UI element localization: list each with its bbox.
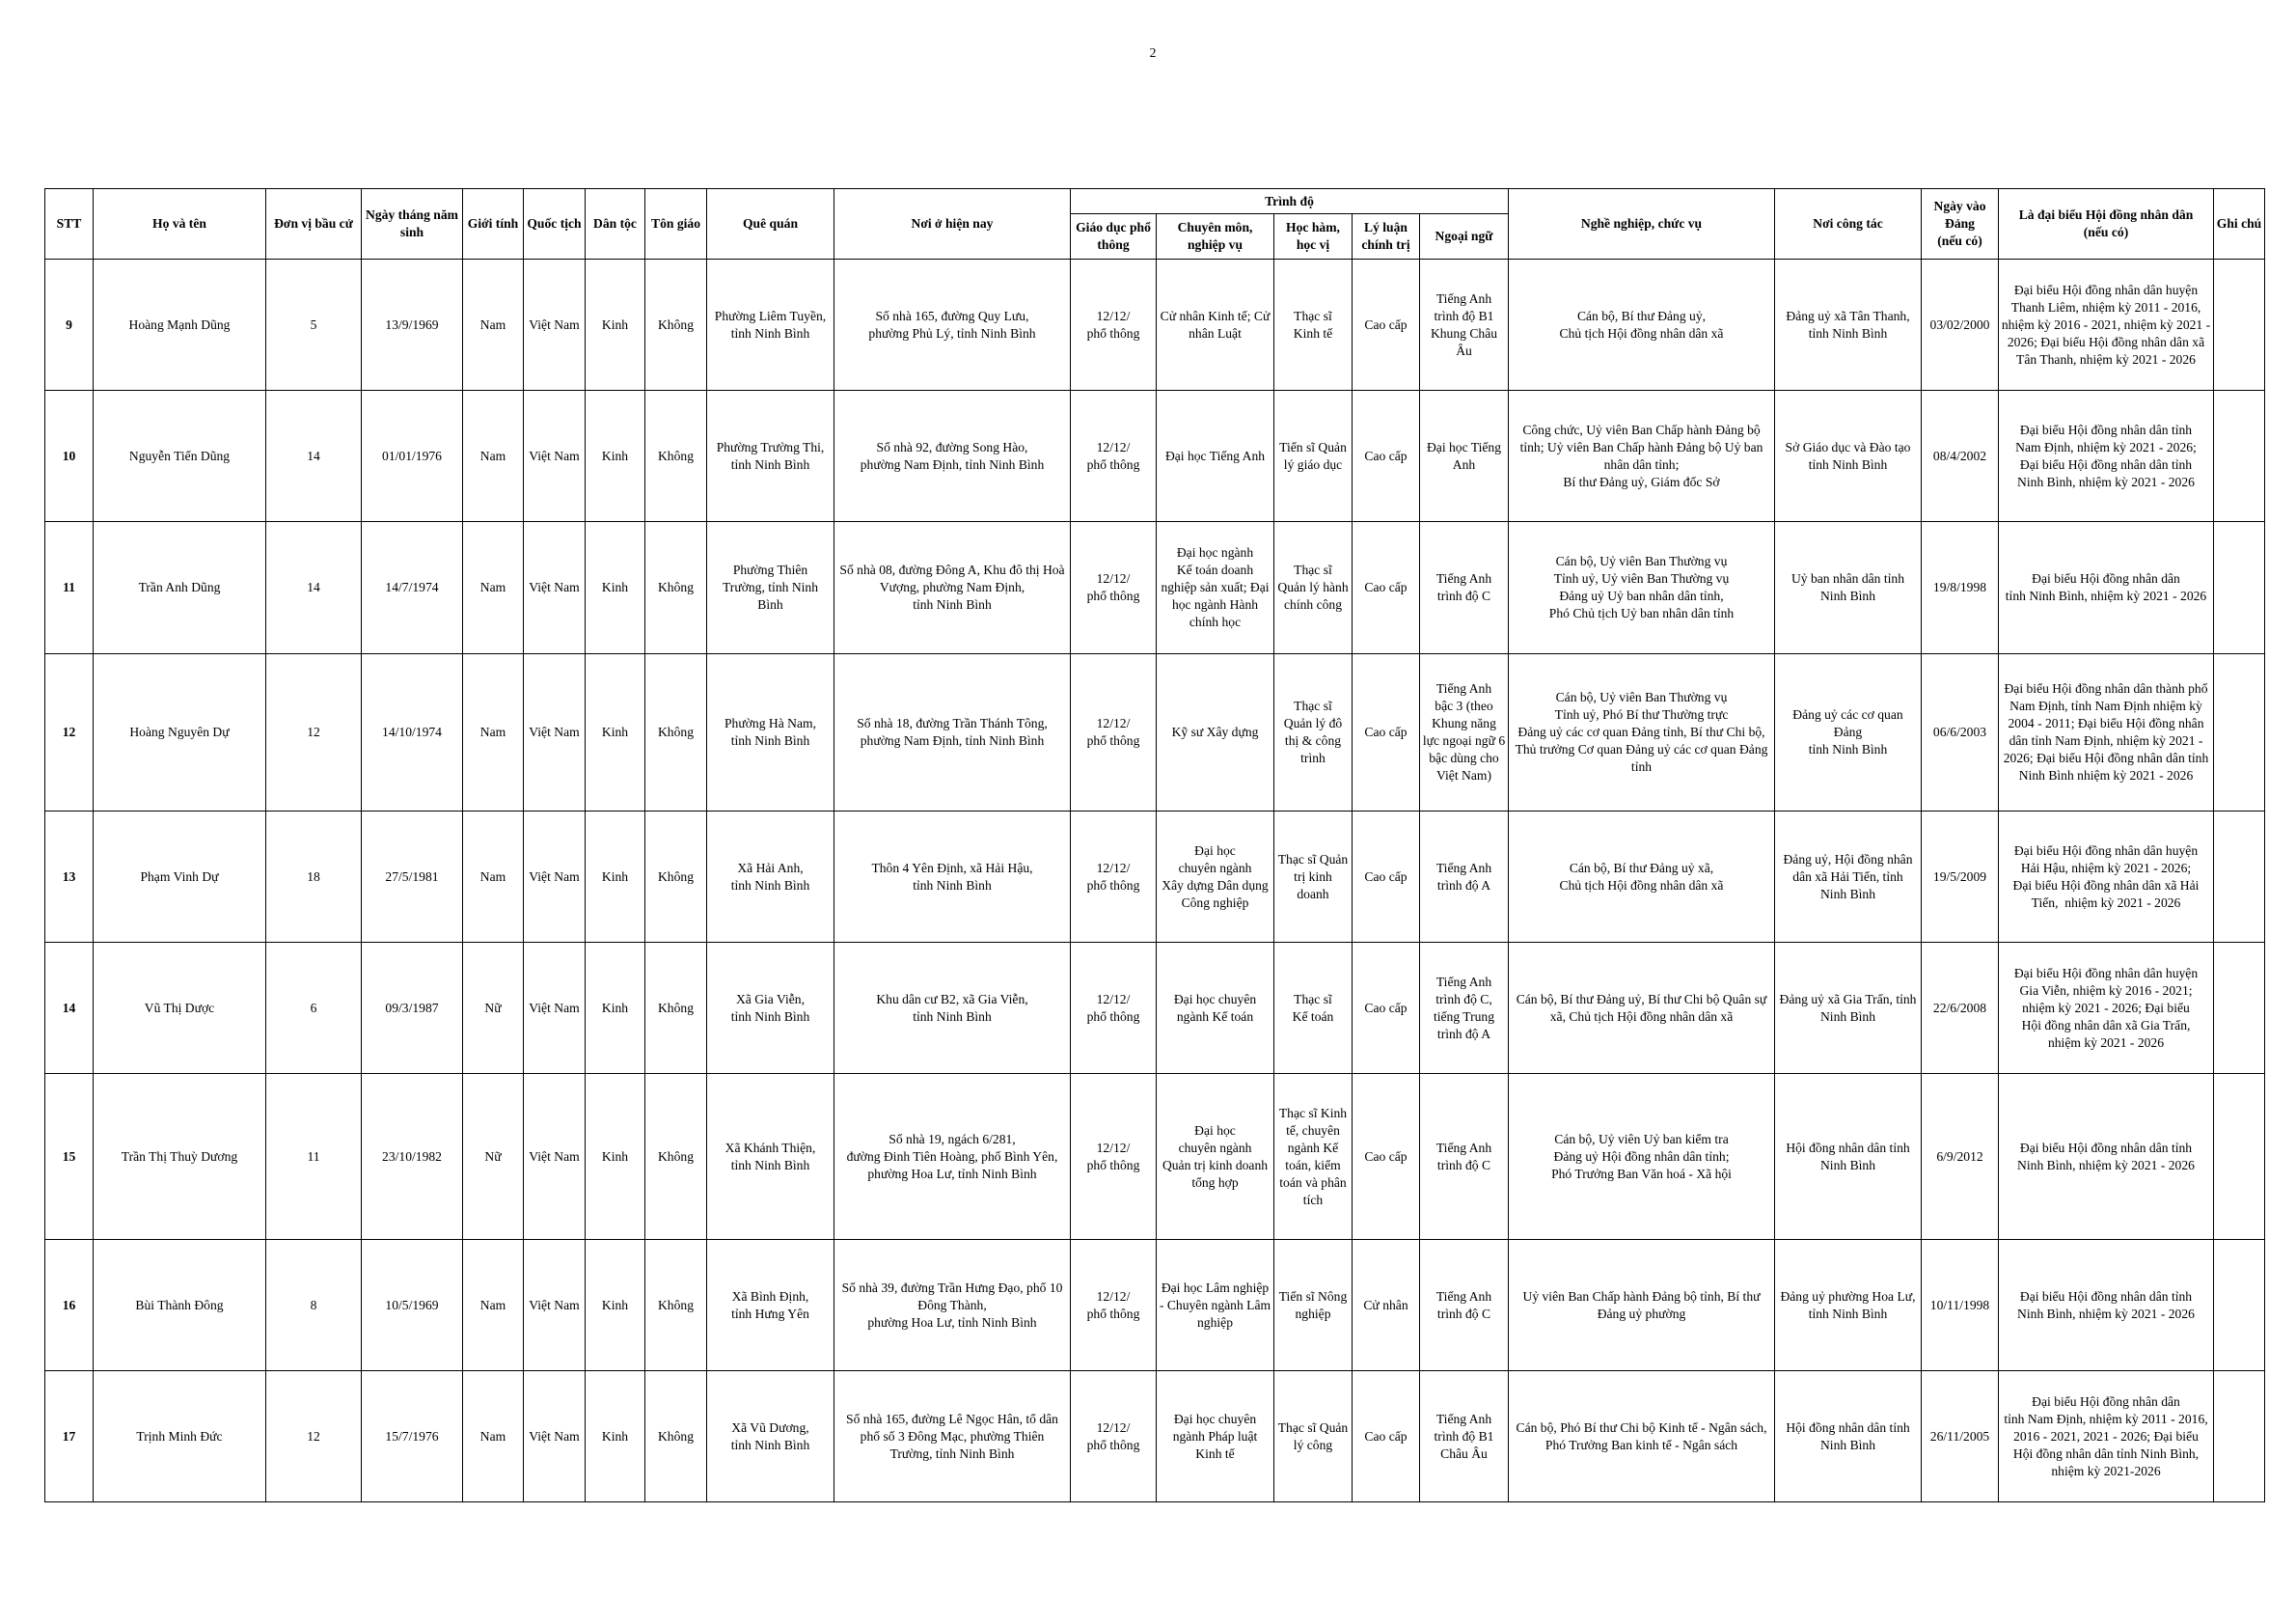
cell-quoc-tich: Việt Nam	[524, 1074, 586, 1240]
cell-hoc-ham: Thạc sĩ Kế toán	[1274, 943, 1353, 1074]
cell-noi-o: Số nhà 165, đường Lê Ngọc Hân, tổ dân phố số 3 Đông Mạc, phường Thiên Trường, tỉnh Ninh Bình	[834, 1371, 1071, 1502]
cell-gioi-tinh: Nam	[463, 654, 524, 812]
header-noi-cong-tac: Nơi công tác	[1775, 189, 1922, 260]
cell-dan-toc: Kinh	[586, 812, 645, 943]
cell-que-quan: Xã Gia Viễn, tỉnh Ninh Bình	[707, 943, 834, 1074]
cell-don-vi-bau-cu: 12	[266, 654, 362, 812]
cell-dai-bieu: Đại biểu Hội đồng nhân dân tỉnh Ninh Bình, nhiệm kỳ 2021 - 2026	[1999, 522, 2214, 654]
cell-ngoai-ngu: Tiếng Anh bậc 3 (theo Khung năng lực ngoại ngữ 6 bậc dùng cho Việt Nam)	[1420, 654, 1509, 812]
cell-ly-luan: Cử nhân	[1353, 1240, 1420, 1371]
cell-ngay-sinh: 14/7/1974	[362, 522, 463, 654]
cell-dai-bieu: Đại biểu Hội đồng nhân dân tỉnh Nam Định, nhiệm kỳ 2011 - 2016, 2016 - 2021, 2021 - 2026; Đại biểu Hội đồng nhân dân tỉnh Ninh Bình, nhiệm kỳ 2021-2026	[1999, 1371, 2214, 1502]
cell-ho-ten: Hoàng Mạnh Dũng	[94, 260, 266, 391]
cell-ho-ten: Vũ Thị Dược	[94, 943, 266, 1074]
cell-dai-bieu: Đại biểu Hội đồng nhân dân huyện Gia Viễn, nhiệm kỳ 2016 - 2021; nhiệm kỳ 2021 - 2026; Đại biểu Hội đồng nhân dân xã Gia Trấn, nhiệm kỳ 2021 - 2026	[1999, 943, 2214, 1074]
cell-gioi-tinh: Nam	[463, 1371, 524, 1502]
cell-ngay-sinh: 14/10/1974	[362, 654, 463, 812]
cell-giao-duc: 12/12/ phổ thông	[1071, 260, 1157, 391]
cell-chuyen-mon: Đại học chuyên ngành Kế toán	[1157, 943, 1274, 1074]
cell-ly-luan: Cao cấp	[1353, 812, 1420, 943]
cell-ho-ten: Trần Thị Thuỳ Dương	[94, 1074, 266, 1240]
cell-dan-toc: Kinh	[586, 1240, 645, 1371]
cell-hoc-ham: Thạc sĩ Quản lý công	[1274, 1371, 1353, 1502]
cell-giao-duc: 12/12/ phổ thông	[1071, 943, 1157, 1074]
cell-gioi-tinh: Nam	[463, 1240, 524, 1371]
cell-ngoai-ngu: Tiếng Anh trình độ C, tiếng Trung trình độ A	[1420, 943, 1509, 1074]
cell-quoc-tich: Việt Nam	[524, 260, 586, 391]
cell-hoc-ham: Thạc sĩ Quản lý đô thị & công trình	[1274, 654, 1353, 812]
cell-stt: 17	[45, 1371, 94, 1502]
cell-ton-giao: Không	[645, 1240, 707, 1371]
cell-dai-bieu: Đại biểu Hội đồng nhân dân tỉnh Ninh Bình, nhiệm kỳ 2021 - 2026	[1999, 1240, 2214, 1371]
cell-que-quan: Phường Thiên Trường, tỉnh Ninh Bình	[707, 522, 834, 654]
cell-ghi-chu	[2214, 1074, 2265, 1240]
cell-ngoai-ngu: Tiếng Anh trình độ B1 Châu Âu	[1420, 1371, 1509, 1502]
cell-don-vi-bau-cu: 6	[266, 943, 362, 1074]
cell-ho-ten: Bùi Thành Đông	[94, 1240, 266, 1371]
cell-ngay-vao-dang: 06/6/2003	[1922, 654, 1999, 812]
cell-giao-duc: 12/12/ phổ thông	[1071, 654, 1157, 812]
cell-dai-bieu: Đại biểu Hội đồng nhân dân huyện Thanh Liêm, nhiệm kỳ 2011 - 2016, nhiệm kỳ 2016 - 2021, nhiệm kỳ 2021 - 2026; Đại biểu Hội đồng nhân dân xã Tân Thanh, nhiệm kỳ 2021 - 2026	[1999, 260, 2214, 391]
cell-dan-toc: Kinh	[586, 654, 645, 812]
cell-chuyen-mon: Đại học Tiếng Anh	[1157, 391, 1274, 522]
cell-stt: 16	[45, 1240, 94, 1371]
header-ngoai-ngu: Ngoại ngữ	[1420, 214, 1509, 260]
cell-giao-duc: 12/12/ phổ thông	[1071, 391, 1157, 522]
cell-nghe-nghiep: Cán bộ, Bí thư Đảng uỷ, Bí thư Chi bộ Quân sự xã, Chủ tịch Hội đồng nhân dân xã	[1509, 943, 1775, 1074]
cell-que-quan: Xã Hải Anh, tỉnh Ninh Bình	[707, 812, 834, 943]
cell-chuyen-mon: Đại học ngành Kế toán doanh nghiệp sản xuất; Đại học ngành Hành chính học	[1157, 522, 1274, 654]
cell-don-vi-bau-cu: 11	[266, 1074, 362, 1240]
cell-stt: 11	[45, 522, 94, 654]
cell-ngay-vao-dang: 08/4/2002	[1922, 391, 1999, 522]
cell-noi-cong-tac: Uỷ ban nhân dân tỉnh Ninh Bình	[1775, 522, 1922, 654]
table-row	[45, 260, 2265, 391]
cell-hoc-ham: Thạc sĩ Kinh tế	[1274, 260, 1353, 391]
cell-hoc-ham: Thạc sĩ Kinh tế, chuyên ngành Kế toán, kiểm toán và phân tích	[1274, 1074, 1353, 1240]
cell-ngay-vao-dang: 6/9/2012	[1922, 1074, 1999, 1240]
cell-hoc-ham: Tiến sĩ Quản lý giáo dục	[1274, 391, 1353, 522]
cell-nghe-nghiep: Cán bộ, Uỷ viên Uỷ ban kiểm tra Đảng uỷ Hội đồng nhân dân tỉnh; Phó Trưởng Ban Văn hoá - Xã hội	[1509, 1074, 1775, 1240]
cell-ly-luan: Cao cấp	[1353, 1371, 1420, 1502]
cell-noi-cong-tac: Hội đồng nhân dân tỉnh Ninh Bình	[1775, 1074, 1922, 1240]
cell-dan-toc: Kinh	[586, 391, 645, 522]
cell-gioi-tinh: Nam	[463, 522, 524, 654]
cell-dai-bieu: Đại biểu Hội đồng nhân dân thành phố Nam Định, tỉnh Nam Định nhiệm kỳ 2004 - 2011; Đại biểu Hội đồng nhân dân tỉnh Nam Định, nhiệm kỳ 2021 - 2026; Đại biểu Hội đồng nhân dân tỉnh Ninh Bình nhiệm kỳ 2021 - 2026	[1999, 654, 2214, 812]
cell-chuyen-mon: Cử nhân Kinh tế; Cử nhân Luật	[1157, 260, 1274, 391]
table-row	[45, 1371, 2265, 1502]
cell-ghi-chu	[2214, 1371, 2265, 1502]
cell-ton-giao: Không	[645, 1371, 707, 1502]
cell-ngay-sinh: 01/01/1976	[362, 391, 463, 522]
cell-ghi-chu	[2214, 812, 2265, 943]
table-body	[45, 260, 2265, 1502]
cell-ghi-chu	[2214, 1240, 2265, 1371]
cell-dai-bieu: Đại biểu Hội đồng nhân dân huyện Hải Hậu, nhiệm kỳ 2021 - 2026; Đại biểu Hội đồng nhân dân xã Hải Tiến, nhiệm kỳ 2021 - 2026	[1999, 812, 2214, 943]
cell-chuyen-mon: Đại học chuyên ngành Quản trị kinh doanh tổng hợp	[1157, 1074, 1274, 1240]
cell-dan-toc: Kinh	[586, 260, 645, 391]
cell-ngay-vao-dang: 03/02/2000	[1922, 260, 1999, 391]
cell-ngay-sinh: 23/10/1982	[362, 1074, 463, 1240]
header-ngay-sinh: Ngày tháng năm sinh	[362, 189, 463, 260]
cell-noi-o: Khu dân cư B2, xã Gia Viễn, tỉnh Ninh Bình	[834, 943, 1071, 1074]
cell-noi-cong-tac: Đảng uỷ phường Hoa Lư, tỉnh Ninh Bình	[1775, 1240, 1922, 1371]
cell-hoc-ham: Thạc sĩ Quản trị kinh doanh	[1274, 812, 1353, 943]
header-nghe-nghiep: Nghề nghiệp, chức vụ	[1509, 189, 1775, 260]
cell-dan-toc: Kinh	[586, 522, 645, 654]
cell-nghe-nghiep: Công chức, Uỷ viên Ban Chấp hành Đảng bộ tỉnh; Uỷ viên Ban Chấp hành Đảng bộ Uỷ ban nhân dân tỉnh; Bí thư Đảng uỷ, Giám đốc Sở	[1509, 391, 1775, 522]
cell-stt: 15	[45, 1074, 94, 1240]
header-dan-toc: Dân tộc	[586, 189, 645, 260]
table-row	[45, 391, 2265, 522]
table-row	[45, 1074, 2265, 1240]
cell-chuyen-mon: Kỹ sư Xây dựng	[1157, 654, 1274, 812]
cell-que-quan: Phường Trường Thi, tỉnh Ninh Bình	[707, 391, 834, 522]
cell-nghe-nghiep: Cán bộ, Uỷ viên Ban Thường vụ Tỉnh uỷ, Uỷ viên Ban Thường vụ Đảng uỷ Uỷ ban nhân dân tỉnh, Phó Chủ tịch Uỷ ban nhân dân tỉnh	[1509, 522, 1775, 654]
cell-noi-o: Số nhà 165, đường Quy Lưu, phường Phủ Lý, tỉnh Ninh Bình	[834, 260, 1071, 391]
cell-ton-giao: Không	[645, 654, 707, 812]
cell-ngoai-ngu: Đại học Tiếng Anh	[1420, 391, 1509, 522]
cell-stt: 9	[45, 260, 94, 391]
cell-ngay-sinh: 15/7/1976	[362, 1371, 463, 1502]
cell-noi-o: Thôn 4 Yên Định, xã Hải Hậu, tỉnh Ninh Bình	[834, 812, 1071, 943]
cell-ngay-vao-dang: 26/11/2005	[1922, 1371, 1999, 1502]
cell-dan-toc: Kinh	[586, 1371, 645, 1502]
cell-ngoai-ngu: Tiếng Anh trình độ A	[1420, 812, 1509, 943]
cell-noi-cong-tac: Đảng uỷ, Hội đồng nhân dân xã Hải Tiến, tỉnh Ninh Bình	[1775, 812, 1922, 943]
cell-que-quan: Phường Liêm Tuyền, tỉnh Ninh Bình	[707, 260, 834, 391]
cell-nghe-nghiep: Cán bộ, Uỷ viên Ban Thường vụ Tỉnh uỷ, Phó Bí thư Thường trực Đảng uỷ các cơ quan Đảng tỉnh, Bí thư Chi bộ, Thủ trưởng Cơ quan Đảng uỷ các cơ quan Đảng tỉnh	[1509, 654, 1775, 812]
header-quoc-tich: Quốc tịch	[524, 189, 586, 260]
cell-chuyen-mon: Đại học chuyên ngành Pháp luật Kinh tế	[1157, 1371, 1274, 1502]
cell-noi-o: Số nhà 18, đường Trần Thánh Tông, phường Nam Định, tỉnh Ninh Bình	[834, 654, 1071, 812]
cell-noi-o: Số nhà 39, đường Trần Hưng Đạo, phố 10 Đông Thành, phường Hoa Lư, tỉnh Ninh Bình	[834, 1240, 1071, 1371]
cell-noi-cong-tac: Đảng uỷ xã Tân Thanh, tỉnh Ninh Bình	[1775, 260, 1922, 391]
header-noi-o: Nơi ở hiện nay	[834, 189, 1071, 260]
cell-stt: 10	[45, 391, 94, 522]
header-que-quan: Quê quán	[707, 189, 834, 260]
page-number: 2	[1149, 45, 1157, 60]
header-ngay-vao-dang: Ngày vào Đảng (nếu có)	[1922, 189, 1999, 260]
cell-quoc-tich: Việt Nam	[524, 654, 586, 812]
cell-gioi-tinh: Nam	[463, 260, 524, 391]
table-row	[45, 812, 2265, 943]
header-stt: STT	[45, 189, 94, 260]
cell-ton-giao: Không	[645, 522, 707, 654]
cell-ly-luan: Cao cấp	[1353, 943, 1420, 1074]
cell-noi-cong-tac: Hội đồng nhân dân tỉnh Ninh Bình	[1775, 1371, 1922, 1502]
cell-ngay-sinh: 13/9/1969	[362, 260, 463, 391]
cell-ghi-chu	[2214, 943, 2265, 1074]
cell-quoc-tich: Việt Nam	[524, 1240, 586, 1371]
cell-don-vi-bau-cu: 18	[266, 812, 362, 943]
cell-don-vi-bau-cu: 14	[266, 522, 362, 654]
header-ly-luan: Lý luận chính trị	[1353, 214, 1420, 260]
table-row	[45, 522, 2265, 654]
cell-gioi-tinh: Nam	[463, 812, 524, 943]
header-ton-giao: Tôn giáo	[645, 189, 707, 260]
cell-ghi-chu	[2214, 654, 2265, 812]
cell-stt: 12	[45, 654, 94, 812]
cell-ly-luan: Cao cấp	[1353, 654, 1420, 812]
cell-que-quan: Xã Vũ Dương, tỉnh Ninh Bình	[707, 1371, 834, 1502]
cell-giao-duc: 12/12/ phổ thông	[1071, 1074, 1157, 1240]
cell-noi-o: Số nhà 08, đường Đông A, Khu đô thị Hoà Vượng, phường Nam Định, tỉnh Ninh Bình	[834, 522, 1071, 654]
cell-quoc-tich: Việt Nam	[524, 812, 586, 943]
cell-don-vi-bau-cu: 8	[266, 1240, 362, 1371]
cell-ly-luan: Cao cấp	[1353, 260, 1420, 391]
cell-ngoai-ngu: Tiếng Anh trình độ C	[1420, 1074, 1509, 1240]
cell-noi-cong-tac: Sở Giáo dục và Đào tạo tỉnh Ninh Bình	[1775, 391, 1922, 522]
cell-gioi-tinh: Nữ	[463, 943, 524, 1074]
header-trinh-do: Trình độ	[1071, 189, 1509, 214]
cell-nghe-nghiep: Cán bộ, Bí thư Đảng uỷ xã, Chủ tịch Hội đồng nhân dân xã	[1509, 812, 1775, 943]
cell-chuyen-mon: Đại học Lâm nghiệp - Chuyên ngành Lâm nghiệp	[1157, 1240, 1274, 1371]
cell-ngay-sinh: 09/3/1987	[362, 943, 463, 1074]
cell-dai-bieu: Đại biểu Hội đồng nhân dân tỉnh Nam Định, nhiệm kỳ 2021 - 2026; Đại biểu Hội đồng nhân dân tỉnh Ninh Bình, nhiệm kỳ 2021 - 2026	[1999, 391, 2214, 522]
cell-don-vi-bau-cu: 12	[266, 1371, 362, 1502]
cell-ho-ten: Nguyễn Tiến Dũng	[94, 391, 266, 522]
cell-hoc-ham: Tiến sĩ Nông nghiệp	[1274, 1240, 1353, 1371]
header-ho-ten: Họ và tên	[94, 189, 266, 260]
header-chuyen-mon: Chuyên môn, nghiệp vụ	[1157, 214, 1274, 260]
cell-dai-bieu: Đại biểu Hội đồng nhân dân tỉnh Ninh Bình, nhiệm kỳ 2021 - 2026	[1999, 1074, 2214, 1240]
cell-ngay-vao-dang: 19/8/1998	[1922, 522, 1999, 654]
cell-ton-giao: Không	[645, 391, 707, 522]
cell-noi-o: Số nhà 19, ngách 6/281, đường Đinh Tiên Hoàng, phố Bình Yên, phường Hoa Lư, tỉnh Ninh Bình	[834, 1074, 1071, 1240]
cell-que-quan: Xã Khánh Thiện, tỉnh Ninh Bình	[707, 1074, 834, 1240]
cell-ho-ten: Phạm Vinh Dự	[94, 812, 266, 943]
cell-ngay-vao-dang: 19/5/2009	[1922, 812, 1999, 943]
cell-noi-cong-tac: Đảng uỷ các cơ quan Đảng tỉnh Ninh Bình	[1775, 654, 1922, 812]
cell-ton-giao: Không	[645, 260, 707, 391]
cell-ngay-vao-dang: 22/6/2008	[1922, 943, 1999, 1074]
cell-giao-duc: 12/12/ phổ thông	[1071, 812, 1157, 943]
cell-ho-ten: Trịnh Minh Đức	[94, 1371, 266, 1502]
cell-chuyen-mon: Đại học chuyên ngành Xây dựng Dân dụng Công nghiệp	[1157, 812, 1274, 943]
cell-ghi-chu	[2214, 391, 2265, 522]
cell-dan-toc: Kinh	[586, 1074, 645, 1240]
cell-ton-giao: Không	[645, 812, 707, 943]
table-row	[45, 943, 2265, 1074]
cell-nghe-nghiep: Cán bộ, Bí thư Đảng uỷ, Chủ tịch Hội đồng nhân dân xã	[1509, 260, 1775, 391]
table-row	[45, 654, 2265, 812]
cell-don-vi-bau-cu: 5	[266, 260, 362, 391]
cell-ly-luan: Cao cấp	[1353, 522, 1420, 654]
candidate-table	[44, 188, 2265, 1502]
cell-ly-luan: Cao cấp	[1353, 391, 1420, 522]
cell-que-quan: Xã Bình Định, tỉnh Hưng Yên	[707, 1240, 834, 1371]
cell-ngoai-ngu: Tiếng Anh trình độ B1 Khung Châu Âu	[1420, 260, 1509, 391]
cell-ton-giao: Không	[645, 943, 707, 1074]
cell-quoc-tich: Việt Nam	[524, 943, 586, 1074]
cell-quoc-tich: Việt Nam	[524, 522, 586, 654]
cell-ngay-sinh: 10/5/1969	[362, 1240, 463, 1371]
cell-ghi-chu	[2214, 260, 2265, 391]
cell-ngay-vao-dang: 10/11/1998	[1922, 1240, 1999, 1371]
cell-ly-luan: Cao cấp	[1353, 1074, 1420, 1240]
header-hoc-ham: Học hàm, học vị	[1274, 214, 1353, 260]
cell-gioi-tinh: Nữ	[463, 1074, 524, 1240]
cell-ho-ten: Hoàng Nguyên Dự	[94, 654, 266, 812]
cell-giao-duc: 12/12/ phổ thông	[1071, 1371, 1157, 1502]
cell-que-quan: Phường Hà Nam, tỉnh Ninh Bình	[707, 654, 834, 812]
cell-nghe-nghiep: Uỷ viên Ban Chấp hành Đảng bộ tỉnh, Bí thư Đảng uỷ phường	[1509, 1240, 1775, 1371]
header-gioi-tinh: Giới tính	[463, 189, 524, 260]
cell-ngoai-ngu: Tiếng Anh trình độ C	[1420, 1240, 1509, 1371]
cell-dan-toc: Kinh	[586, 943, 645, 1074]
cell-quoc-tich: Việt Nam	[524, 1371, 586, 1502]
cell-noi-cong-tac: Đảng uỷ xã Gia Trấn, tỉnh Ninh Bình	[1775, 943, 1922, 1074]
cell-ho-ten: Trần Anh Dũng	[94, 522, 266, 654]
cell-gioi-tinh: Nam	[463, 391, 524, 522]
header-row	[45, 189, 2265, 214]
header-giao-duc: Giáo dục phổ thông	[1071, 214, 1157, 260]
cell-hoc-ham: Thạc sĩ Quản lý hành chính công	[1274, 522, 1353, 654]
cell-nghe-nghiep: Cán bộ, Phó Bí thư Chi bộ Kinh tế - Ngân sách, Phó Trưởng Ban kinh tế - Ngân sách	[1509, 1371, 1775, 1502]
cell-ghi-chu	[2214, 522, 2265, 654]
cell-ngoai-ngu: Tiếng Anh trình độ C	[1420, 522, 1509, 654]
header-don-vi-bau-cu: Đơn vị bầu cử	[266, 189, 362, 260]
cell-giao-duc: 12/12/ phổ thông	[1071, 1240, 1157, 1371]
cell-ton-giao: Không	[645, 1074, 707, 1240]
header-dai-bieu: Là đại biểu Hội đồng nhân dân (nếu có)	[1999, 189, 2214, 260]
cell-giao-duc: 12/12/ phổ thông	[1071, 522, 1157, 654]
cell-stt: 13	[45, 812, 94, 943]
cell-don-vi-bau-cu: 14	[266, 391, 362, 522]
header-ghi-chu: Ghi chú	[2214, 189, 2265, 260]
table-header	[45, 189, 2265, 260]
cell-quoc-tich: Việt Nam	[524, 391, 586, 522]
cell-stt: 14	[45, 943, 94, 1074]
cell-ngay-sinh: 27/5/1981	[362, 812, 463, 943]
table-row	[45, 1240, 2265, 1371]
cell-noi-o: Số nhà 92, đường Song Hào, phường Nam Định, tỉnh Ninh Bình	[834, 391, 1071, 522]
